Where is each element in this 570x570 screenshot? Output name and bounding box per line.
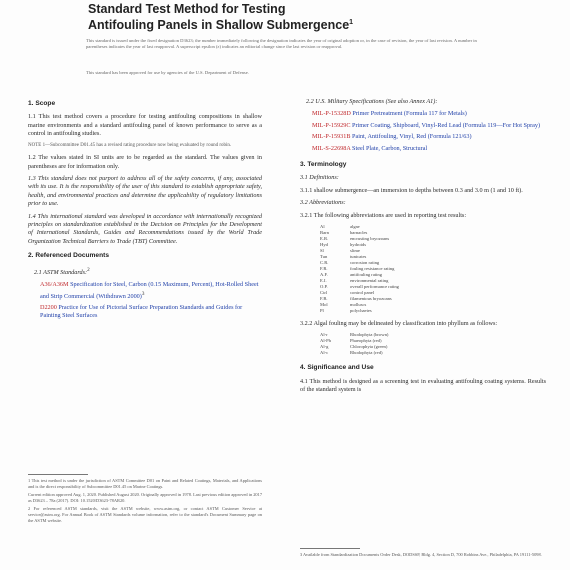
abbreviation-code: Barn: [320, 230, 329, 236]
abbreviation-code: E.I.: [320, 278, 327, 284]
reference-a36: A36/A36M Specification for Steel, Carbon (0.15 Maximum, Percent), Hot-Rolled Sheet and Strip Commercial (Withdrawn 2000)$^3$: [40, 281, 259, 300]
title-line-2: Antifouling Panels in Shallow Submergence$^1$: [88, 18, 354, 33]
footnote-1-edition: Current edition approved Aug. 1, 2020. Published August 2020. Originally approved in 1978. Last previous edition approved in 2017 as D3623 – 78a (2017). DOI: 10.1520/D3623-78AR20.: [28, 492, 263, 503]
footnote-divider: [28, 474, 88, 475]
spec-code-link[interactable]: MIL-P-15929C: [312, 121, 351, 129]
footnote-divider-right: [300, 548, 360, 549]
abbreviation-code: A.F.: [320, 272, 328, 278]
title-footnote-ref: 1: [349, 19, 354, 26]
abbreviation-code: C.R.: [320, 260, 329, 266]
dod-approval-note: This standard has been approved for use by agencies of the U.S. Department of Defense.: [86, 70, 249, 75]
footnote-3: 3 Available from Standardization Documents Order Desk, DODSSP, Bldg. 4, Section D, 700 Robbins Ave., Philadelphia, PA 19111-5098.: [300, 552, 542, 557]
abbreviation-meaning: tunicates: [350, 254, 367, 260]
paragraph-3-2-2: 3.2.2 Algal fouling may be delineated by classification into phyllum as follows:: [300, 320, 498, 328]
spec-title-link[interactable]: Primer Pretreatment (Formula 117 for Metals): [352, 110, 467, 118]
mil-spec-22698a: [312, 145, 546, 153]
reference-code-link[interactable]: D2200: [40, 304, 57, 312]
military-specs-label: 2.2 U.S. Military Specifications (See also Annex A1):: [306, 98, 438, 105]
paragraph-3-2: 3.2 Abbreviations:: [300, 199, 346, 207]
abbreviation-meaning: filamentous bryozoans: [350, 296, 392, 302]
spec-title-link[interactable]: Primer Coating, Shipboard, Vinyl-Red Lead (Formula 119—For Hot Spray): [352, 121, 541, 129]
abbreviation-code: Ctrl: [320, 290, 328, 296]
abbreviation-meaning: Rhodophyta (red): [350, 350, 383, 356]
table-row: [320, 350, 392, 356]
abbreviation-meaning: corrosion rating: [350, 260, 380, 266]
abbreviation-code: Al-Ph: [320, 338, 331, 344]
spec-code-link[interactable]: MIL-P-15931B: [312, 133, 351, 141]
abbreviation-meaning: barnacles: [350, 230, 368, 236]
mil-spec-15328d: [312, 110, 546, 118]
designation-note: This standard is issued under the fixed designation D3623; the number immediately following the designation indicates the year of original adoption or, in the case of revision, the year of last revision. A number in parentheses indicates the year of last reapproval. A superscript epsilon (ε) indicates an editorial change since the last revision or reapproval.: [86, 38, 477, 50]
paragraph-1-1: 1.1 This test method covers a procedure for testing antifouling compositions in shallow marine environments and a standard antifouling panel of known performance to serve as a control in antifouling studies.: [28, 113, 262, 138]
paragraph-4-1: 4.1 This method is designed as a screening test in evaluating antifouling coating systems. Results of the standard system is: [300, 377, 546, 394]
section-scope-heading: 1. Scope: [28, 100, 56, 107]
abbreviation-meaning: encrusting bryozoans: [350, 236, 390, 242]
abbreviation-code: Al-c: [320, 350, 329, 356]
abbreviation-meaning: molluscs: [350, 302, 367, 308]
abbreviation-meaning: control panel: [350, 290, 375, 296]
reference-title-link[interactable]: Practice for Use of Pictorial Surface Preparation Standards and Guides for Painting Steel Surfaces: [40, 304, 243, 320]
mil-spec-15929c: [312, 122, 546, 130]
abbreviation-meaning: slime: [350, 248, 360, 254]
section-terminology-heading: 3. Terminology: [300, 161, 347, 169]
abbreviation-meaning: fouling resistance rating: [350, 266, 395, 272]
abbreviation-meaning: Rhodophyta (brown): [350, 332, 389, 338]
note-1: NOTE 1—Subcommittee D01.45 has a revised rating procedure now being evaluated by round robin.: [28, 142, 232, 148]
abbreviation-code: Al-r: [320, 332, 328, 338]
abbreviation-code: Hyd: [320, 242, 328, 248]
reference-code-link[interactable]: A36/A36M: [40, 281, 69, 289]
footnote-2: 2 For referenced ASTM standards, visit the ASTM website, www.astm.org, or contact ASTM Customer Service at service@astm.org. For Annual Book of ASTM Standards volume information, refer to the standard's Document Summary page on the ASTM website.: [28, 506, 262, 523]
abbreviation-meaning: Chlorophyta (green): [350, 344, 388, 350]
abbreviation-meaning: environmental rating: [350, 278, 389, 284]
abbreviation-meaning: polychaetes: [350, 308, 372, 314]
title-line-1: Standard Test Method for Testing: [88, 2, 286, 16]
paragraph-1-4: 1.4 This international standard was developed in accordance with internationally recognized principles on standardization established in the Decision on Principles for the Development of International Standards, Guides and Recommendations issued by the World Trade Organization Technical Barriers to Trade (TBT) Committee.: [28, 212, 262, 245]
abbreviations-table: [320, 224, 403, 314]
abbreviation-meaning: overall performance rating: [350, 284, 399, 290]
reference-d2200: [40, 304, 262, 321]
astm-standards-label: 2.1 ASTM Standards:$^2$: [34, 266, 90, 276]
reference-title-link[interactable]: Specification for Steel, Carbon (0.15 Maximum, Percent), Hot-Rolled Sheet and Strip Commercial (Withdrawn 2000): [40, 281, 259, 300]
section-significance-heading: 4. Significance and Use: [300, 364, 374, 372]
spec-title-link[interactable]: Steel Plate, Carbon, Structural: [352, 144, 428, 152]
abbreviation-code: F.R.: [320, 266, 328, 272]
right-footnotes: [300, 552, 546, 561]
abbreviation-code: E.R.: [320, 236, 329, 242]
abbreviation-meaning: hydroids: [350, 242, 367, 248]
right-column: [300, 98, 546, 399]
paragraph-3-1-1: 3.1.1 shallow submergence—an immersion to depths between 0.3 and 3.0 m (1 and 10 ft).: [300, 186, 523, 194]
abbreviation-code: Al: [320, 224, 325, 230]
abbreviation-code: Al-g: [320, 344, 329, 350]
paragraph-3-1: 3.1 Definitions:: [300, 174, 339, 182]
abbreviation-code: Pl: [320, 308, 324, 314]
left-footnotes: [28, 478, 262, 526]
document-title: [88, 2, 508, 32]
paragraph-3-2-1: 3.2.1 The following abbreviations are used in reporting test results:: [300, 211, 467, 219]
abbreviation-code: Sl: [320, 248, 324, 254]
table-row: [320, 308, 403, 314]
abbreviation-code: O.P.: [320, 284, 328, 290]
spec-title-link[interactable]: Paint, Antifouling, Vinyl, Red (Formula 121/63): [352, 133, 472, 141]
abbreviation-meaning: antifouling rating: [350, 272, 383, 278]
spec-code-link[interactable]: MIL-P-15328D: [312, 110, 351, 118]
left-column: [28, 98, 262, 324]
abbreviation-meaning: algae: [350, 224, 360, 230]
paragraph-1-3: 1.3 This standard does not purport to address all of the safety concerns, if any, associated with its use. It is the responsibility of the user of this standard to establish appropriate safety, health, and environmental practices and determine the applicability of regulatory limitations prior to use.: [28, 175, 262, 208]
section-referenced-documents-heading: 2. Referenced Documents: [28, 252, 109, 260]
spec-code-link[interactable]: MIL-S-22698A: [312, 144, 351, 152]
abbreviation-code: Mol: [320, 302, 328, 308]
mil-spec-15931b: [312, 133, 546, 141]
abbreviation-meaning: Phaeophyta (red): [350, 338, 382, 344]
abbreviation-code: F.B.: [320, 296, 328, 302]
abbreviation-code: Tun: [320, 254, 328, 260]
footnote-1: 1 This test method is under the jurisdiction of ASTM Committee D01 on Paint and Related Coatings, Materials, and Applications and is the direct responsibility of Subcommittee D01.45 on Marine Coatings.: [28, 478, 262, 489]
algae-classification-table: [320, 332, 392, 356]
paragraph-1-2: 1.2 The values stated in SI units are to be regarded as the standard. The values given in parentheses are for information only.: [28, 154, 262, 170]
